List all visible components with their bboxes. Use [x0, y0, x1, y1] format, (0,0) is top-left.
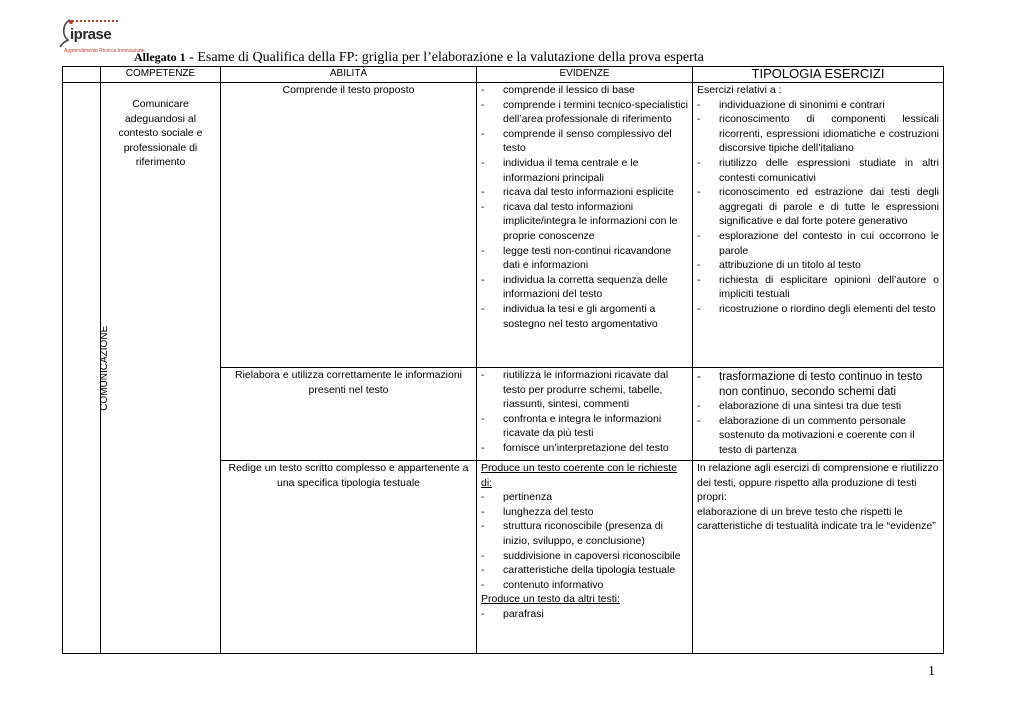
- page-number: 1: [928, 664, 935, 679]
- tipologia-item: - riconoscimento di componenti lessicali ricorrenti, espressioni idiomatiche e costruzioni discorsive tipiche dell’italiano: [697, 112, 939, 156]
- title-text: - Esame di Qualifica della FP: griglia per l’elaborazione e la valutazione della prova esperta: [185, 50, 704, 65]
- tipologia-rielabora: [693, 368, 944, 461]
- evidenza-item: - caratteristiche della tipologia testuale: [481, 563, 688, 578]
- document-title: [134, 50, 704, 66]
- evaluation-grid: [62, 66, 944, 654]
- evidenza-item: - ricava dal testo informazioni implicite/integra le informazioni con le proprie conoscenze: [481, 200, 688, 244]
- header-competenze: COMPETENZE: [101, 67, 221, 83]
- evidenza-item: - suddivisione in capoversi riconoscibile: [481, 549, 688, 564]
- evidenze-comprende: [477, 83, 693, 368]
- tipologia-item: - ricostruzione o riordino degli elementi del testo: [697, 302, 939, 317]
- abilita-comprende: Comprende il testo proposto: [221, 83, 477, 368]
- evidenza-item: - ricava dal testo informazioni esplicite: [481, 185, 688, 200]
- evidenza-item: - individua la corretta sequenza delle informazioni del testo: [481, 273, 688, 302]
- tipologia-item: - elaborazione di un commento personale sostenuto da motivazioni e coerente con il testo di partenza: [697, 414, 939, 458]
- evidenze-rielabora: [477, 368, 693, 461]
- row-comprende: [63, 83, 944, 368]
- evidenze-heading: Produce un testo da altri testi:: [481, 593, 620, 606]
- tipologia-item: - richiesta di esplicitare opinioni dell’autore o impliciti testuali: [697, 273, 939, 302]
- logo-dots: [72, 20, 118, 22]
- evidenze-redige: [477, 461, 693, 654]
- area-cell: [63, 83, 111, 654]
- tipologia-item: - esplorazione del contesto in cui occorrono le parole: [697, 229, 939, 258]
- tipologia-item: - trasformazione di testo continuo in testo non continuo, secondo schemi dati: [697, 370, 939, 399]
- logo-subtitle: Apprendimento Ricerca Innovazione: [64, 48, 145, 54]
- evidenza-item: - individua la tesi e gli argomenti a sostegno nel testo argomentativo: [481, 302, 688, 331]
- logo-text: iprase: [70, 26, 112, 43]
- evidenza-item: - pertinenza: [481, 490, 688, 505]
- area-label: COMUNICAZIONE: [99, 326, 111, 411]
- header-area: [63, 67, 101, 83]
- header-row: [63, 67, 944, 83]
- iprase-logo: [58, 18, 145, 56]
- tipologia-item: - attribuzione di un titolo al testo: [697, 258, 939, 273]
- abilita-rielabora: Rielabora e utilizza correttamente le informazioni presenti nel testo: [221, 368, 477, 461]
- tipologia-text: elaborazione di un breve testo che rispetti le caratteristiche di testualità indicate tra le “evidenze”: [697, 505, 936, 533]
- tipologia-text: In relazione agli esercizi di comprensione e riutilizzo dei testi, oppure rispetto alla produzione di testi propri:: [697, 462, 939, 504]
- evidenze-heading: Produce un testo coerente con le richieste di:: [481, 462, 678, 489]
- evidenza-item: - riutilizza le informazioni ricavate dal testo per produrre schemi, tabelle, riassunti, sintesi, commenti: [481, 368, 688, 412]
- tipologia-item: - riutilizzo delle espressioni studiate in altri contesti comunicativi: [697, 156, 939, 185]
- evidenza-item: - contenuto informativo: [481, 578, 688, 593]
- abilita-redige: Redige un testo scritto complesso e appartenente a una specifica tipologia testuale: [221, 461, 477, 654]
- evidenza-item: - lunghezza del testo: [481, 505, 688, 520]
- tipologia-comprende: [693, 83, 944, 368]
- evidenza-item: - legge testi non-continui ricavandone dati e informazioni: [481, 244, 688, 273]
- evidenza-item: - individua il tema centrale e le informazioni principali: [481, 156, 688, 185]
- evidenza-item: - confronta e integra le informazioni ricavate da più testi: [481, 412, 688, 441]
- evidenza-item: - comprende il senso complessivo del testo: [481, 127, 688, 156]
- competenza-cell: Comunicare adeguandosi al contesto sociale e professionale di riferimento: [101, 83, 221, 654]
- title-prefix: Allegato 1: [134, 50, 186, 64]
- tipologia-item: - individuazione di sinonimi e contrari: [697, 98, 939, 113]
- tipologia-item: - riconoscimento ed estrazione dai testi degli aggregati di parole e di tutte le espressioni significative e dal forte potere generativo: [697, 185, 939, 229]
- tipologia-redige: [693, 461, 944, 654]
- tipologia-item: - elaborazione di una sintesi tra due testi: [697, 399, 939, 414]
- evidenza-item: - comprende il lessico di base: [481, 83, 688, 98]
- header-abilita: ABILITÀ: [221, 67, 477, 83]
- evidenza-item: - fornisce un’interpretazione del testo: [481, 441, 688, 456]
- evidenza-item: - struttura riconoscibile (presenza di inizio, sviluppo, e conclusione): [481, 519, 688, 548]
- evidenza-item: - comprende i termini tecnico-specialistici dell’area professionale di riferimento: [481, 98, 688, 127]
- tipologia-intro: Esercizi relativi a :: [697, 84, 782, 96]
- header-tipologia: TIPOLOGIA ESERCIZI: [693, 67, 944, 83]
- header-evidenze: EVIDENZE: [477, 67, 693, 83]
- evidenza-item: - parafrasi: [481, 607, 688, 622]
